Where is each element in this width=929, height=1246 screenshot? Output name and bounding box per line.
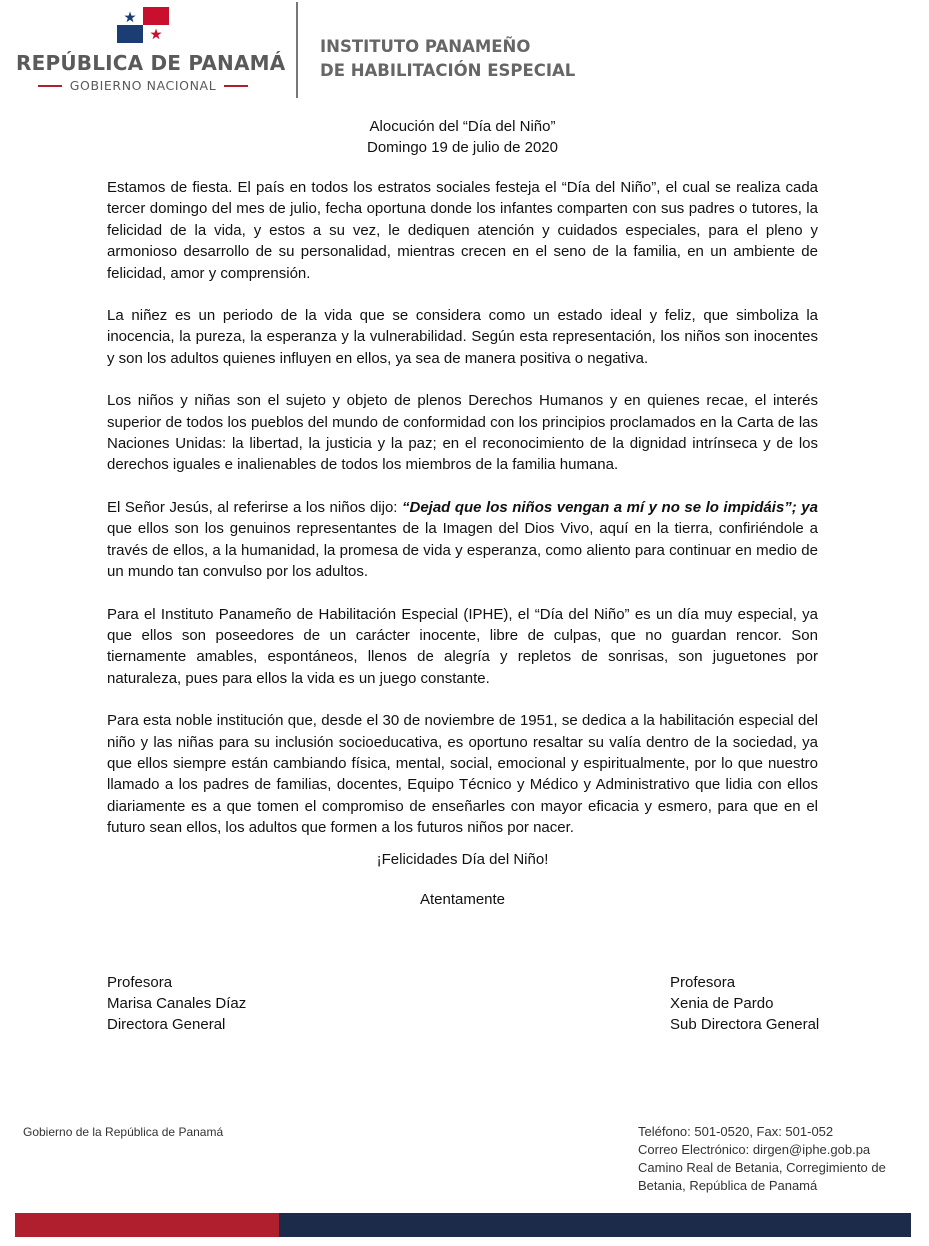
institute-line-2: DE HABILITACIÓN ESPECIAL (320, 61, 576, 80)
header-divider (296, 2, 298, 98)
institute-name (320, 35, 575, 83)
paragraph-4-intro: El Señor Jesús, al referirse a los niños dijo: (107, 498, 402, 516)
footer-bar-red (15, 1213, 279, 1237)
paragraph-6: Para esta noble institución que, desde el 30 de noviembre de 1951, se dedica a la habilitación especial del niño y las niñas para su inclusión socioeducativa, es oportuno resaltar su valía dentro de la sociedad, ya que ellos siempre están cambiando física, mental, social, emocional y espiritualmente, por lo que nuestro llamado a los padres de familias, docentes, Equipo Técnico y Médico y Administrativo que lidia con ellos diariamente es a que tomen el compromiso de enseñarles con mayor eficacia y esmero, para que en el futuro sean ellos, los adultos que formen a los futuros niños por nacer. (107, 712, 818, 837)
signature-right (670, 972, 819, 1035)
subtitle-rule-right (224, 85, 248, 87)
government-label: GOBIERNO NACIONAL (69, 78, 217, 93)
republic-title: REPÚBLICA DE PANAMÁ (16, 51, 286, 75)
footer-address-2: Betania, República de Panamá (638, 1178, 818, 1193)
paragraph-3: Los niños y niñas son el sujeto y objeto de plenos Derechos Humanos y en quienes recae, el interés superior de todos los pueblos del mundo de conformidad con los principios proclamados en la Carta de las Naciones Unidas: la libertad, la justicia y la paz; en el reconocimiento de la dignidad intrínseca y de los derechos iguales e inalienables de todos los miembros de la familia humana. (107, 392, 818, 474)
letter-body (107, 177, 818, 860)
footer-address-1: Camino Real de Betania, Corregimiento de (638, 1160, 886, 1175)
bible-quote: “Dejad que los niños vengan a mí y no se lo impidáis”; ya (401, 498, 818, 516)
subtitle-rule-left (38, 85, 62, 87)
paragraph-1: Estamos de fiesta. El país en todos los estratos sociales festeja el “Día del Niño”, el cual se realiza cada tercer domingo del mes de julio, fecha oportuna donde los infantes comparten con sus padres o tutores, la felicidad de la vida, y estos a su vez, le dediquen atención y cuidados especiales, para el pleno y armonioso desarrollo de su personalidad, mientras crecen en el seno de la familia, en un ambiente de felicidad, amor y comprensión. (107, 179, 818, 282)
government-subtitle (31, 78, 255, 93)
panama-flag-logo (117, 7, 169, 43)
signature-left-name: Marisa Canales Díaz (107, 995, 247, 1012)
regards: Atentamente (419, 891, 506, 908)
speech-date: Domingo 19 de julio de 2020 (367, 139, 558, 156)
signature-left-title: Profesora (107, 974, 173, 991)
speech-title (107, 116, 818, 158)
paragraph-5: Para el Instituto Panameño de Habilitación Especial (IPHE), el “Día del Niño” es un día muy especial, ya que ellos son poseedores de un carácter inocente, libre de culpas, que no guardan rencor. Son tiernamente amables, espontáneos, llenos de alegría y repletos de sonrisas, son juguetones por naturaleza, pues para ellos la vida es un juego constante. (107, 605, 818, 687)
greeting: ¡Felicidades Día del Niño! (376, 851, 549, 868)
footer-government: Gobierno de la República de Panamá (23, 1125, 224, 1139)
signature-left-role: Directora General (107, 1016, 226, 1033)
footer-bar-navy (279, 1213, 911, 1237)
paragraph-4 (107, 497, 818, 583)
footer-contact (638, 1123, 886, 1195)
signature-right-name: Xenia de Pardo (670, 995, 774, 1012)
signature-right-role: Sub Directora General (670, 1016, 820, 1033)
paragraph-4-rest: que ellos son los genuinos representantes de la Imagen del Dios Vivo, aquí en la tierra, confiriéndole a través de ellos, a la humanidad, la promesa de vida y esperanza, como aliento para continuar en medio de un mundo tan convulso por los adultos. (107, 520, 818, 581)
speech-title-line: Alocución del “Día del Niño” (369, 118, 556, 135)
paragraph-2: La niñez es un periodo de la vida que se considera como un estado ideal y feliz, que simboliza la inocencia, la pureza, la esperanza y la vulnerabilidad. Según esta representación, los niños son inocentes y son los adultos quienes influyen en ellos, ya sea de manera positiva o negativa. (107, 307, 818, 367)
institute-line-1: INSTITUTO PANAMEÑO (320, 37, 531, 56)
signature-right-title: Profesora (670, 974, 736, 991)
footer-phone: Teléfono: 501-0520, Fax: 501-052 (638, 1124, 834, 1139)
signature-left (107, 972, 246, 1035)
footer-email: Correo Electrónico: dirgen@iphe.gob.pa (638, 1142, 871, 1157)
